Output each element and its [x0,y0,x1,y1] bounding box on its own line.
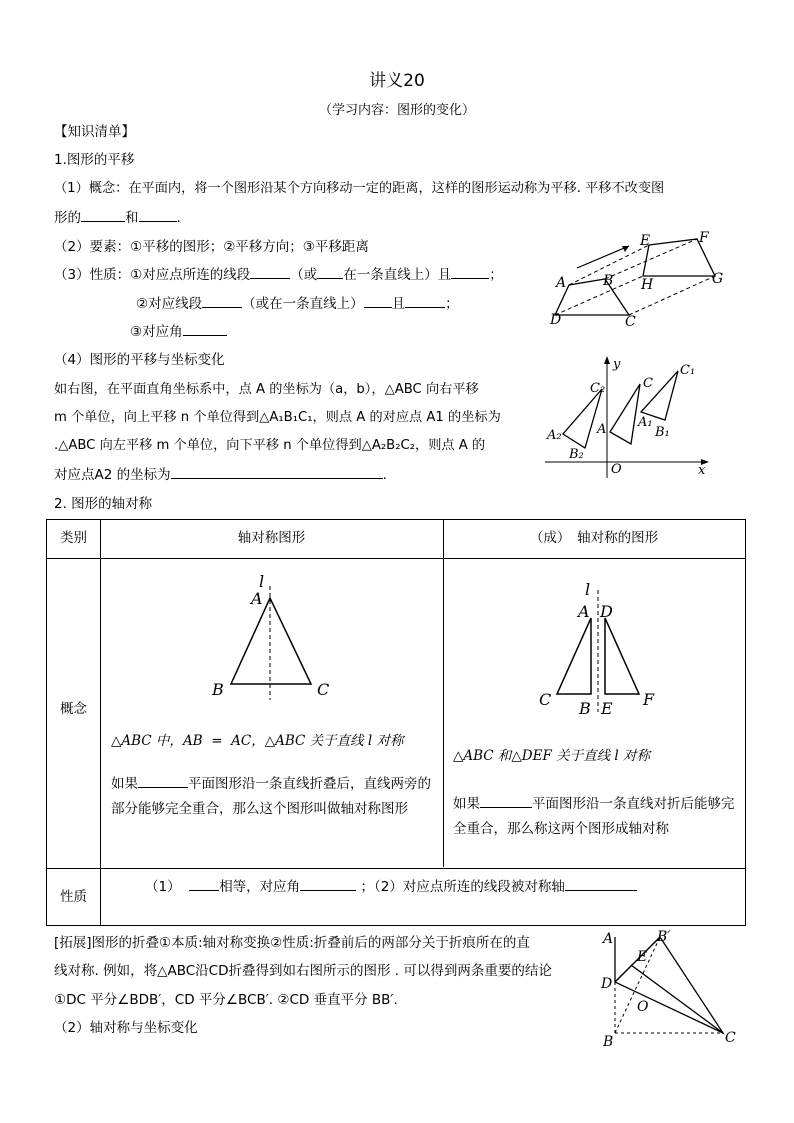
fig4-label-l: l [585,580,591,599]
fig5-label-b: B [603,1034,614,1050]
fig3-label-l: l [259,572,265,591]
fig1-label-f: F [699,230,709,246]
isosceles-triangle-figure [207,570,347,700]
fig2-label-y: y [613,357,621,372]
fig2-label-a1: A₁ [638,415,653,430]
right-statement: △ABC 和△DEF 关于直线 l 对称 [453,748,651,764]
blank [183,321,227,336]
fig3-label-b: B [212,680,224,699]
blank [565,876,637,891]
fig4-label-a: A [578,602,590,621]
left-definition: 如果 平面图形沿一条直线折叠后，直线两旁的部分能够完全重合，那么这个图形叫做轴对称图形 [111,772,431,822]
paired-triangles-figure [449,578,669,728]
header-axis-figure: 轴对称图形 [237,530,306,546]
fold-line1: [拓展]图形的折叠①本质:轴对称变换②性质:折叠前后的两部分关于折痕所在的直 [54,935,530,951]
translation-concept-line1: （1）概念：在平面内，将一个图形沿某个方向移动一定的距离，这样的图形运动称为平移. 平移不改变图 [54,181,665,196]
section-heading-translation: 1.图形的平移 [54,152,135,168]
blank [250,264,290,279]
blank [171,464,383,479]
coordinate-line1: 如右图，在平面直角坐标系中，点 A 的坐标为（a，b），△ABC 向右平移 [54,382,479,397]
translation-elements: （2）要素：①平移的图形；②平移方向；③平移距离 [54,239,369,255]
triangle-abc [610,384,640,444]
fig4-label-d: D [600,602,613,621]
blank [317,264,343,279]
translation-figure [545,228,735,328]
translation-concept-line2: 形的 和 . [54,206,181,226]
blank [139,207,177,222]
coordinate-heading: （4）图形的平移与坐标变化 [54,352,225,368]
fig5-label-c: C [725,1030,736,1046]
fig2-label-a2: A₂ [547,428,562,443]
fig5-label-o: O [637,999,649,1015]
blank [405,293,445,308]
fig1-label-e: E [640,233,651,249]
fig4-label-b: B [579,699,591,718]
fig2-label-x: x [698,463,706,478]
fig2-label-b1: B₁ [655,425,670,440]
fig3-label-a: A [251,589,263,608]
next-section-heading: （2）轴对称与坐标变化 [54,1020,198,1036]
blank [189,876,219,891]
row-label-concept: 概念 [60,701,87,717]
section-heading-symmetry: 2. 图形的轴对称 [54,496,153,512]
fig1-label-b: B [603,273,614,289]
fig3-label-c: C [317,680,330,699]
fig1-label-d: D [550,312,562,328]
blank [81,207,125,222]
coordinate-line4: 对应点A2 的坐标为 . [54,463,387,483]
fig1-label-g: G [712,271,724,287]
fig5-label-d: D [601,976,613,992]
header-type: 类别 [60,530,87,546]
coordinate-figure [545,354,715,478]
fig4-label-e: E [601,699,613,718]
header-paired-figure: （成） 轴对称的图形 [529,530,659,546]
translation-property-3: ③对应角 [130,320,227,340]
coordinate-line3: .△ABC 向左平移 m 个单位，向下平移 n 个单位得到△A₂B₂C₂，则点 A 的 [54,438,486,453]
triangle-a2b2c2 [563,389,602,448]
folding-figure [597,925,742,1053]
fig1-label-h: H [641,277,654,293]
fig2-label-a: A [597,422,607,437]
translation-property-2: ②对应线段 （或在一条直线上） 且 ； [136,292,459,312]
page-subtitle: （学习内容：图形的变化） [318,103,475,118]
fig1-label-a: A [556,275,567,291]
fold-line3: ①DC 平分∠BDB′，CD 平分∠BCB′. ②CD 垂直平分 BB′. [54,992,398,1008]
fig1-label-c: C [625,314,636,328]
fig2-label-c: C [643,376,653,391]
blank [451,264,489,279]
translation-property-1: （3）性质：①对应点所连的线段 （或 在一条直线上）且 ； [54,263,503,283]
row-label-property: 性质 [60,889,87,905]
fig2-label-o: O [611,462,622,477]
fig4-label-c: C [539,690,552,709]
coordinate-line2: m 个单位，向上平移 n 个单位得到△A₁B₁C₁，则点 A 的对应点 A1 的坐标为 [54,410,501,425]
fig2-label-b2: B₂ [569,447,584,462]
fig5-label-e: E [637,949,648,965]
symmetry-table [46,519,746,926]
fig2-label-c1: C₁ [680,363,696,378]
fold-line2: 线对称. 例如，将△ABC沿CD折叠得到如右图所示的图形 . 可以得到两条重要的结论 [54,963,552,979]
fig5-label-b-prime: B′ [657,929,671,945]
right-definition: 如果 平面图形沿一条直线对折后能够完全重合，那么称这两个图形成轴对称 [453,792,738,842]
blank [202,293,242,308]
blank [480,793,532,808]
blank [138,773,188,788]
fig4-label-f: F [643,690,655,709]
fig5-label-a: A [603,931,614,947]
property-row: （1） 相等，对应角 ；（2）对应点所连的线段被对称轴 [145,875,637,900]
blank [364,293,392,308]
direction-arrow [577,246,629,268]
fig2-label-c2: C₂ [590,381,606,396]
section-label: 【知识清单】 [54,124,135,140]
blank [300,876,356,891]
left-statement: △ABC 中，AB = AC，△ABC 关于直线 l 对称 [111,733,404,749]
page-title: 讲义20 [369,71,425,91]
